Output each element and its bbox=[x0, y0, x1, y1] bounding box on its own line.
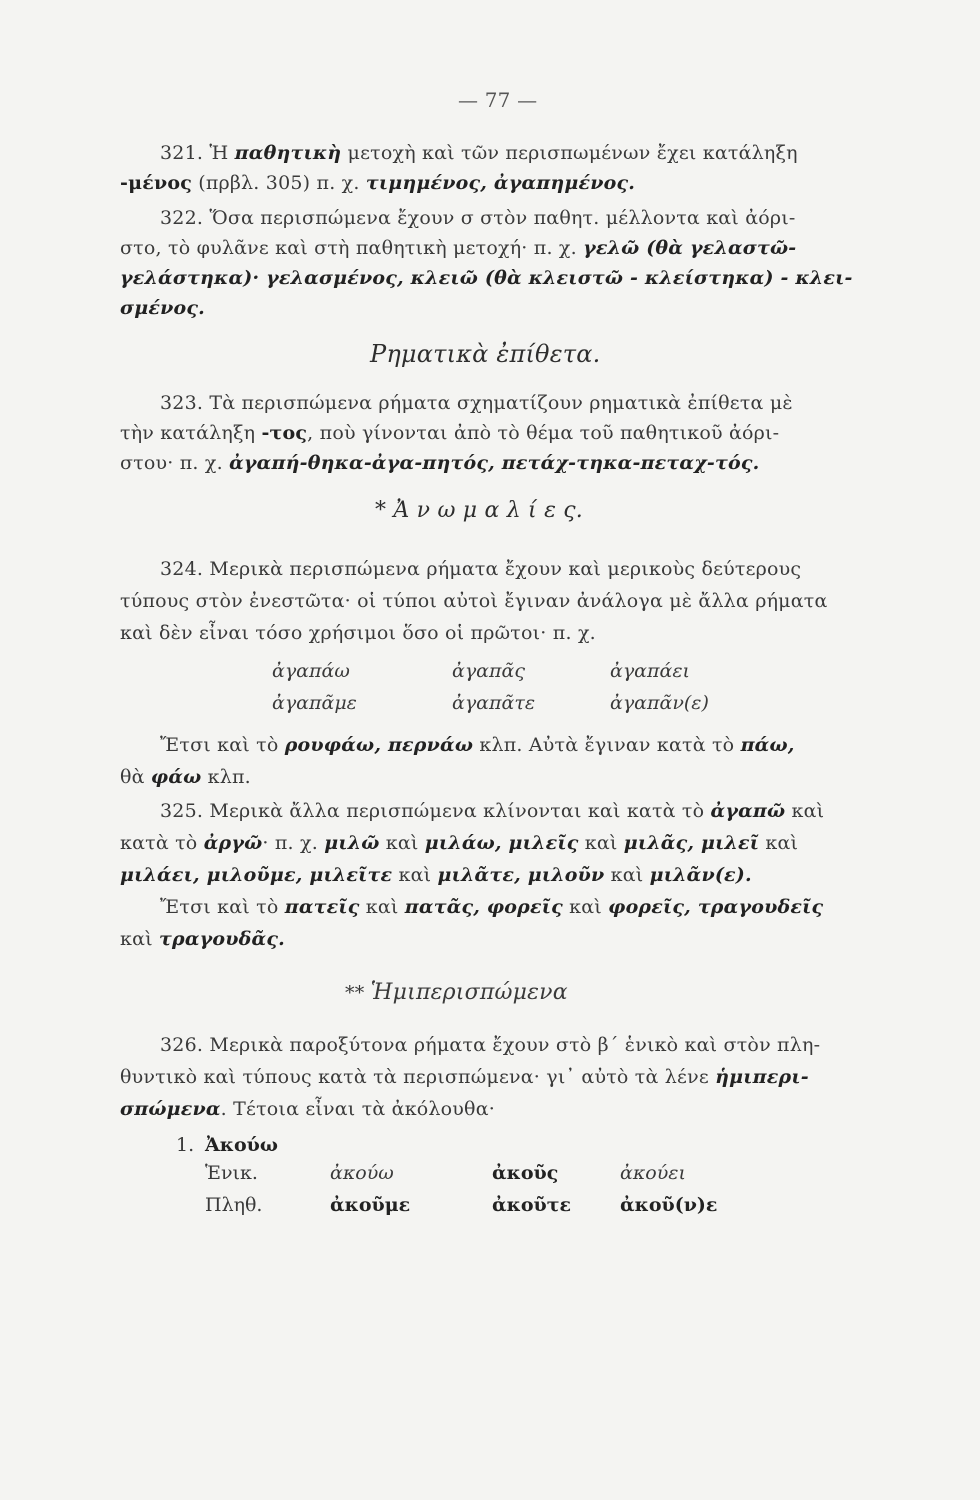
paragraph-323-line-2 bbox=[120, 422, 779, 444]
text: καὶ bbox=[120, 928, 159, 950]
table-cell: ἀγαπᾶτε bbox=[452, 692, 536, 714]
paragraph-326-line-3 bbox=[120, 1098, 495, 1120]
text: (πρβλ. 305) π. χ. bbox=[191, 172, 366, 194]
text: στο, τὸ φυλᾶνε καὶ στὴ παθητικὴ μετοχή· π. χ. bbox=[120, 237, 584, 259]
paragraph-322-line-2 bbox=[120, 237, 796, 259]
emphasis: μιλῶ bbox=[324, 832, 380, 854]
emphasis: πατεῖς bbox=[284, 896, 360, 918]
table-cell: ἀκούει bbox=[620, 1162, 686, 1184]
text: καὶ bbox=[604, 864, 650, 886]
text: Ἔτσι καὶ τὸ bbox=[160, 896, 285, 918]
text: καὶ bbox=[562, 896, 609, 918]
paragraph-etsi2-line-1 bbox=[160, 896, 823, 918]
text: θὰ bbox=[120, 766, 151, 788]
emphasis: -μένος bbox=[120, 172, 192, 194]
emphasis: ρουφάω, περνάω bbox=[284, 734, 474, 756]
section-heading-semi-perispomena bbox=[345, 980, 568, 1005]
paragraph-number: 321. bbox=[160, 142, 210, 164]
text: καὶ bbox=[759, 832, 799, 854]
table-cell: ἀκοῦς bbox=[492, 1162, 559, 1184]
text: κλπ. Αὐτὰ ἔγιναν κατὰ τὸ bbox=[473, 734, 741, 756]
table-cell: ἀγαπᾶν(ε) bbox=[610, 692, 709, 714]
emphasis: ἀγαπή-θηκα-ἀγα-πητός, πετάχ-τηκα-πεταχ-τός. bbox=[229, 452, 760, 474]
table-cell: ἀγαπᾶς bbox=[452, 660, 525, 682]
text: . Τέτοια εἶναι τὰ ἀκόλουθα· bbox=[220, 1098, 495, 1120]
text: κατὰ τὸ bbox=[120, 832, 204, 854]
paragraph-324-line-2: τύπους στὸν ἐνεστῶτα· οἱ τύποι αὐτοὶ ἔγιναν ἀνάλογα μὲ ἄλλα ρήματα bbox=[120, 590, 828, 612]
paragraph-321-line-1 bbox=[160, 142, 798, 164]
paragraph-323-line-3 bbox=[120, 452, 759, 474]
emphasis: τιμημένος, ἀγαπημένος. bbox=[365, 172, 636, 194]
emphasis: παθητικὴ bbox=[234, 142, 342, 164]
table-cell: ἀκούω bbox=[330, 1162, 394, 1184]
paragraph-325-line-3 bbox=[120, 864, 752, 886]
paragraph-326-line-2 bbox=[120, 1066, 809, 1088]
paragraph-etsi2-line-2 bbox=[120, 928, 285, 950]
paragraph-322-line-4: σμένος. bbox=[120, 297, 205, 319]
text: στου· π. χ. bbox=[120, 452, 230, 474]
emphasis: μιλάω, μιλεῖς bbox=[424, 832, 579, 854]
paragraph-325-line-1 bbox=[160, 800, 824, 822]
text: τὴν κατάληξη bbox=[120, 422, 262, 444]
plural-label: Πληθ. bbox=[205, 1194, 263, 1216]
paragraph-etsi-line-1 bbox=[160, 734, 795, 756]
text: θυντικὸ καὶ τύπους κατὰ τὰ περισπώμενα· γι᾽ αὐτὸ τὰ λένε bbox=[120, 1066, 716, 1088]
emphasis: τραγουδᾶς. bbox=[159, 928, 285, 950]
emphasis: φορεῖς, τραγουδεῖς bbox=[608, 896, 824, 918]
paragraph-322-line-1: 322. Ὅσα περισπώμενα ἔχουν σ στὸν παθητ. μέλλοντα καὶ ἀόρι- bbox=[160, 207, 796, 229]
text: Ἡ bbox=[209, 142, 235, 164]
table-cell: ἀγαπάω bbox=[272, 660, 350, 682]
emphasis: ἀγαπῶ bbox=[710, 800, 786, 822]
emphasis: σπώμενα bbox=[120, 1098, 221, 1120]
text: καὶ bbox=[359, 896, 405, 918]
text: καὶ bbox=[379, 832, 425, 854]
text: μετοχὴ καὶ τῶν περισπωμένων ἔχει κατάληξη bbox=[341, 142, 798, 164]
page-number: — 77 — bbox=[458, 88, 538, 112]
emphasis: γελῶ (θὰ γελαστῶ- bbox=[583, 237, 797, 259]
heading-text: Ἡμιπερισπώμενα bbox=[370, 980, 568, 1005]
table-cell: ἀκοῦτε bbox=[492, 1194, 572, 1216]
emphasis: μιλᾶν(ε). bbox=[649, 864, 752, 886]
emphasis: ἀργῶ bbox=[203, 832, 263, 854]
emphasis: μιλᾶτε, μιλοῦν bbox=[437, 864, 605, 886]
paragraph-324-line-1: 324. Μερικὰ περισπώμενα ρήματα ἔχουν καὶ μερικοὺς δεύτερους bbox=[160, 558, 802, 580]
paragraph-etsi-line-2 bbox=[120, 766, 251, 788]
emphasis: -τος bbox=[261, 422, 308, 444]
paragraph-323-line-1: 323. Τὰ περισπώμενα ρήματα σχηματίζουν ρηματικὰ ἐπίθετα μὲ bbox=[160, 392, 793, 414]
footnote-mark: ** bbox=[345, 982, 371, 1004]
paragraph-324-line-3: καὶ δὲν εἶναι τόσο χρήσιμοι ὅσο οἱ πρῶτοι· π. χ. bbox=[120, 622, 596, 644]
text: Ἔτσι καὶ τὸ bbox=[160, 734, 285, 756]
emphasis: πατᾶς, φορεῖς bbox=[404, 896, 563, 918]
table-cell: ἀκοῦ(ν)ε bbox=[620, 1194, 718, 1216]
text: καὶ bbox=[785, 800, 825, 822]
paragraph-321-line-2 bbox=[120, 172, 635, 194]
emphasis: ἡμιπερι- bbox=[715, 1066, 809, 1088]
text: κλπ. bbox=[201, 766, 251, 788]
paragraph-322-line-3: γελάστηκα)· γελασμένος, κλειῶ (θὰ κλειστῶ - κλείστηκα) - κλει- bbox=[120, 267, 853, 289]
verb-title: Ἀκούω bbox=[205, 1134, 278, 1156]
paragraph-325-line-2 bbox=[120, 832, 798, 854]
paragraph-326-line-1: 326. Μερικὰ παροξύτονα ρήματα ἔχουν στὸ β´ ἑνικὸ καὶ στὸν πλη- bbox=[160, 1034, 821, 1056]
section-heading-anomalies: * Ἀ ν ω μ α λ ί ε ς. bbox=[375, 498, 583, 523]
table-cell: ἀκοῦμε bbox=[330, 1194, 411, 1216]
emphasis: μιλᾶς, μιλεῖ bbox=[623, 832, 760, 854]
emphasis: φάω bbox=[150, 766, 202, 788]
emphasis: πάω, bbox=[740, 734, 795, 756]
text: , ποὺ γίνονται ἀπὸ τὸ θέμα τοῦ παθητικοῦ ἀόρι- bbox=[307, 422, 780, 444]
table-cell: ἀγαπάει bbox=[610, 660, 690, 682]
text: 325. Μερικὰ ἄλλα περισπώμενα κλίνονται καὶ κατὰ τὸ bbox=[160, 800, 711, 822]
emphasis: μιλάει, μιλοῦμε, μιλεῖτε bbox=[120, 864, 393, 886]
list-number: 1. bbox=[176, 1134, 195, 1156]
section-heading-verbal-adjectives: Ρηματικὰ ἐπίθετα. bbox=[370, 340, 601, 368]
singular-label: Ἑνικ. bbox=[205, 1162, 258, 1184]
text: καὶ bbox=[578, 832, 624, 854]
text: καὶ bbox=[392, 864, 438, 886]
table-cell: ἀγαπᾶμε bbox=[272, 692, 357, 714]
text: · π. χ. bbox=[262, 832, 325, 854]
